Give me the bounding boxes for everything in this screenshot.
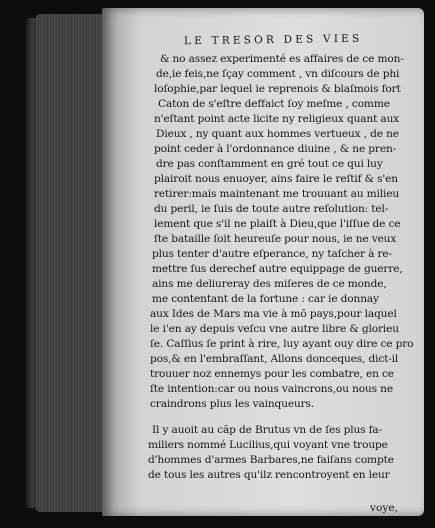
- text-line: ains me deliureray des miſeres de ce monde,: [152, 278, 387, 290]
- text-line: loſophie,par lequel ie reprenois & blaſmois fort: [154, 83, 401, 95]
- text-line: le i'en ay depuis veſcu vne autre libre & glorieu: [150, 323, 399, 335]
- text-line: plus tenter d'autre eſperance, ny taſcher à re-: [152, 248, 392, 260]
- text-line: point ceder à l'ordonnance diuine , & ne pren-: [154, 143, 397, 155]
- text-line: pos,& en l'embraſſant, Allons donceques, dict-il: [150, 353, 399, 365]
- text-line: aux Ides de Mars ma vie à mõ pays,pour laquel: [150, 308, 397, 320]
- text-line: d'hommes d'armes Barbares,ne faiſans compte: [148, 454, 394, 466]
- book-page: [102, 8, 424, 516]
- running-head: LE TRESOR DES VIES: [183, 32, 363, 48]
- text-line: n'eſtant point acte licite ny religieux quant aux: [154, 113, 400, 125]
- text-line: retirer:mais maintenant me trouuant au milieu: [154, 188, 400, 200]
- text-line: de,ie feis,ne ſçay comment , vn diſcours de phi: [156, 68, 400, 80]
- text-line: Caton de s'eſtre deffaict ſoy meſme , comme: [158, 98, 390, 110]
- text-line: lement que s'il ne plaiſt à Dieu,que l'iſſue de ce: [154, 218, 401, 230]
- text-line: mettre ſus derechef autre equippage de guerre,: [152, 263, 403, 275]
- text-line: du peril, ie ſuis de toute autre reſolution: tel-: [154, 203, 389, 215]
- text-line: trouuer noz ennemys pour les combatre, en ce: [150, 368, 394, 380]
- text-line: Dieux , ny quant aux hommes vertueux , de ne: [156, 128, 399, 140]
- text-line: ſte intention:car ou nous vaincrons,ou nous ne: [150, 383, 393, 395]
- text-line: dre pas conſtamment en gré tout ce qui luy: [156, 158, 383, 170]
- text-line: me contentant de la fortune : car ie donnay: [152, 293, 379, 305]
- text-line: ſte bataille ſoit heureuſe pour nous, ie ne veux: [154, 233, 397, 245]
- page-text-block: [102, 8, 424, 516]
- text-line: ſe. Caſſius ſe print à rire, luy ayant ouy dire ce pro: [150, 338, 414, 350]
- text-line: miliers nommé Lucilius,qui voyant vne troupe: [148, 439, 388, 451]
- catchword: voye,: [370, 502, 398, 514]
- text-line: plairoit nous enuoyer, ains faire le reſtif & s'en: [154, 173, 398, 185]
- text-line: de tous les autres qu'ilz rencontroyent en leur: [148, 469, 390, 481]
- text-line: craindrons plus les vainqueurs.: [150, 398, 315, 410]
- text-line: & no assez experimenté es affaires de ce mon-: [160, 53, 404, 65]
- page-edges: [36, 14, 102, 512]
- text-line: Il y auoit au cãp de Brutus vn de ſes plus fa-: [152, 424, 383, 436]
